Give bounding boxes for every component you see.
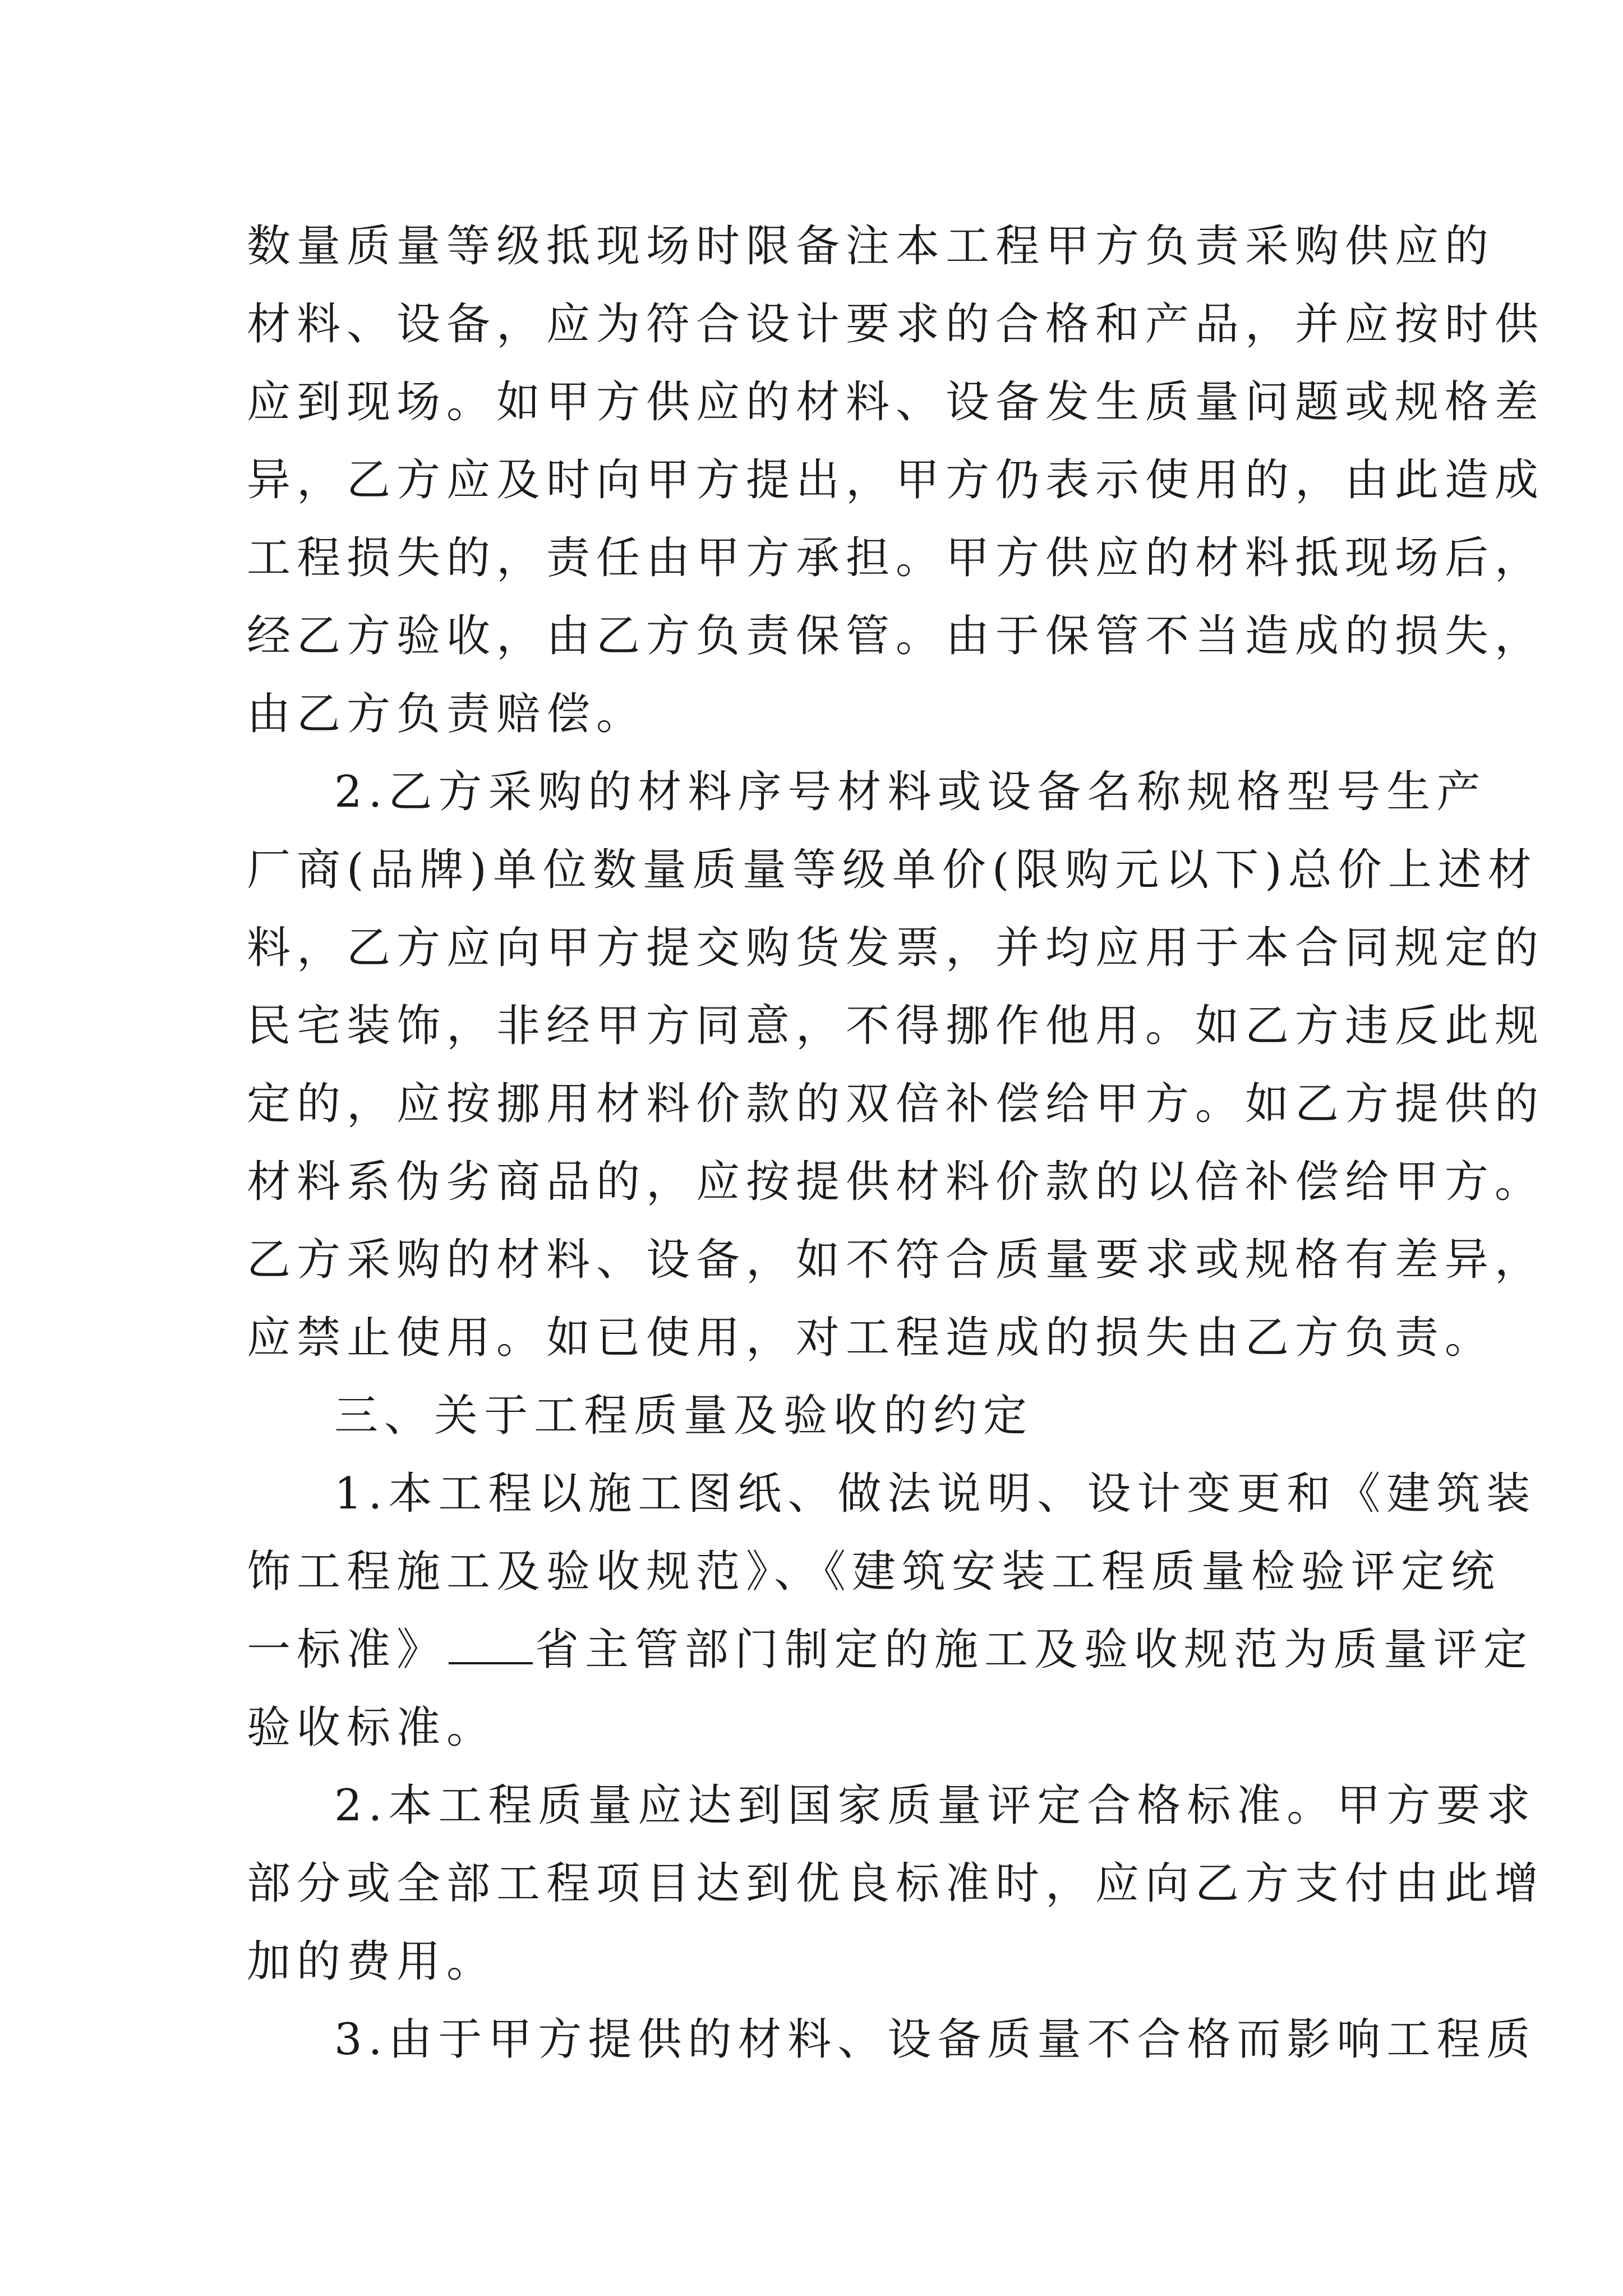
- text-line: 应禁止使用。如已使用，对工程造成的损失由乙方负责。: [247, 1313, 1495, 1363]
- paragraph-start-line: 3.由于甲方提供的材料、设备质量不合格而影响工程质: [334, 2014, 1537, 2065]
- text-line: 经乙方验收，由乙方负责保管。由于保管不当造成的损失，: [247, 611, 1545, 661]
- text-line-with-blank: [247, 1611, 1534, 1689]
- text-line: 应到现场。如甲方供应的材料、设备发生质量问题或规格差: [247, 377, 1545, 427]
- text-line: 饰工程施工及验收规范》、《建筑安装工程质量检验评定统: [247, 1547, 1501, 1597]
- paragraph-start-line: 2.本工程质量应达到国家质量评定合格标准。甲方要求: [334, 1780, 1537, 1831]
- text-line: 厂商(品牌)单位数量质量等级单价(限购元以下)总价上述材: [247, 845, 1538, 895]
- text-segment: 省主管部门制定的施工及验收规范为质量评定: [535, 1625, 1534, 1675]
- document-page: [247, 208, 1545, 2079]
- text-line: 由乙方负责赔偿。: [247, 689, 647, 739]
- text-line: 工程损失的，责任由甲方承担。甲方供应的材料抵现场后，: [247, 533, 1545, 583]
- text-line: 数量质量等级抵现场时限备注本工程甲方负责采购供应的: [247, 221, 1495, 272]
- text-line: 民宅装饰，非经甲方同意，不得挪作他用。如乙方违反此规: [247, 1001, 1545, 1051]
- text-line: 材料、设备，应为符合设计要求的合格和产品，并应按时供: [247, 299, 1545, 349]
- text-line: 定的，应按挪用材料价款的双倍补偿给甲方。如乙方提供的: [247, 1079, 1545, 1129]
- text-line: 部分或全部工程项目达到优良标准时，应向乙方支付由此增: [247, 1858, 1545, 1909]
- text-line: 验收标准。: [247, 1703, 497, 1753]
- text-line: 加的费用。: [247, 1936, 497, 1987]
- text-line: 料，乙方应向甲方提交购货发票，并均应用于本合同规定的: [247, 923, 1545, 973]
- text-line: 异，乙方应及时向甲方提出，甲方仍表示使用的，由此造成: [247, 455, 1545, 505]
- text-line: 材料系伪劣商品的，应按提供材料价款的以倍补偿给甲方。: [247, 1157, 1545, 1207]
- paragraph-start-line: 1.本工程以施工图纸、做法说明、设计变更和《建筑装: [334, 1469, 1537, 1519]
- fill-in-blank: [449, 1623, 533, 1664]
- section-heading: 三、关于工程质量及验收的约定: [334, 1391, 1034, 1441]
- text-line: 乙方采购的材料、设备，如不符合质量要求或规格有差异，: [247, 1235, 1545, 1285]
- paragraph-start-line: 2.乙方采购的材料序号材料或设备名称规格型号生产: [334, 767, 1487, 817]
- text-segment: 一标准》: [247, 1625, 447, 1675]
